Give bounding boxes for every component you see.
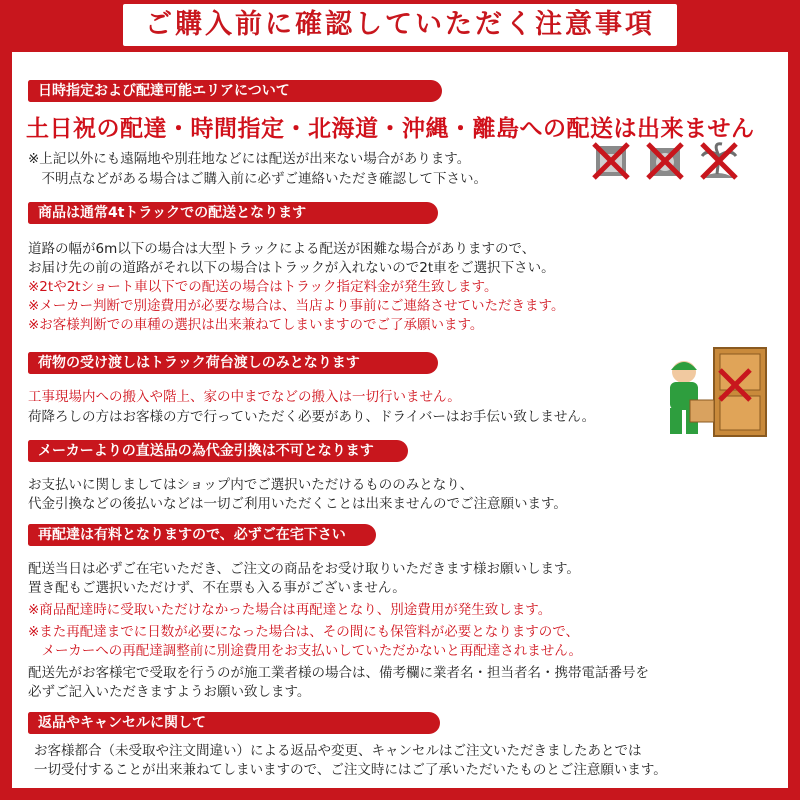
title-bar	[0, 0, 800, 50]
area-note-line-1: ※上記以外にも遠隔地や別荘地などには配送が出来ない場合があります。	[28, 151, 471, 167]
handover-line-2: 荷降ろしの方はお客様の方で行っていただく必要があり、ドライバーはお手伝い致しません。	[28, 409, 596, 425]
section-header-redelivery: 再配達は有料となりますので、必ずご在宅下さい	[28, 524, 376, 546]
returns-line-1: お客様都合（未受取や注文間違い）による返品や変更、キャンセルはご注文いただきましたあとでは	[34, 743, 642, 759]
truck-line-3: ※2tや2tショート車以下での配送の場合はトラック指定料金が発生致します。	[28, 279, 498, 295]
redelivery-line-1: 配送当日は必ずご在宅いただき、ご注文の商品をお受け取りいただきます様お願いします。	[28, 561, 580, 577]
no-clock-icon	[648, 144, 682, 178]
section-header-cod: メーカーよりの直送品の為代金引換は不可となります	[28, 440, 408, 462]
redelivery-line-6: 配送先がお客様宅で受取を行うのが施工業者様の場合は、備考欄に業者名・担当者名・携帯電話番号を	[28, 665, 649, 681]
section-header-returns: 返品やキャンセルに関して	[28, 712, 440, 734]
no-island-icon	[702, 144, 736, 178]
section-header-delivery-area: 日時指定および配達可能エリアについて	[28, 80, 442, 102]
truck-line-4: ※メーカー判断で別途費用が必要な場合は、当店より事前にご連絡させていただきます。	[28, 298, 565, 314]
no-delivery-icons	[590, 140, 740, 190]
no-carry-in-illustration	[654, 342, 774, 442]
notice-panel	[12, 52, 788, 788]
area-note-line-2: 不明点などがある場合はご購入前に必ずご連絡いただき確認して下さい。	[28, 171, 487, 187]
truck-line-1: 道路の幅が6m以下の場合は大型トラックによる配送が困難な場合がありますので、	[28, 241, 536, 257]
delivery-worker-icon	[670, 361, 714, 434]
cod-line-1: お支払いに関しましてはショップ内でご選択いただけるもののみとなり、	[28, 477, 474, 493]
redelivery-line-2: 置き配もご選択いただけず、不在票も入る事がございません。	[28, 580, 406, 596]
no-calendar-icon	[594, 144, 628, 178]
section-header-truck: 商品は通常4tトラックでの配送となります	[28, 202, 438, 224]
redelivery-line-4: ※また再配達までに日数が必要になった場合は、その間にも保管料が必要となりますので、	[28, 624, 580, 640]
redelivery-line-3: ※商品配達時に受取いただけなかった場合は再配達となり、別途費用が発生致します。	[28, 602, 552, 618]
truck-line-2: お届け先の前の道路がそれ以下の場合はトラックが入れないので2t車をご選択下さい。	[28, 260, 555, 276]
returns-line-2: 一切受付することが出来兼ねてしまいますので、ご注文時にはご了承いただいたものとご注意願います。	[34, 762, 667, 778]
handover-line-1: 工事現場内への搬入や階上、家の中までなどの搬入は一切行いません。	[28, 389, 461, 405]
redelivery-line-7: 必ずご記入いただきますようお願い致します。	[28, 684, 311, 700]
cod-line-2: 代金引換などの後払いなどは一切ご利用いただくことは出来ませんのでご注意願います。	[28, 496, 567, 512]
page-title: ご購入前に確認していただく注意事項	[123, 4, 677, 46]
redelivery-line-5: メーカーへの再配達調整前に別途費用をお支払いしていただかないと再配達されません。	[28, 643, 583, 659]
door-x-icon	[714, 348, 766, 436]
section-header-handover: 荷物の受け渡しはトラック荷台渡しのみとなります	[28, 352, 438, 374]
truck-line-5: ※お客様判断での車種の選択は出来兼ねてしまいますのでご了承願います。	[28, 317, 484, 333]
no-delivery-notice: 土日祝の配達・時間指定・北海道・沖縄・離島への配送は出来ません	[26, 116, 755, 142]
